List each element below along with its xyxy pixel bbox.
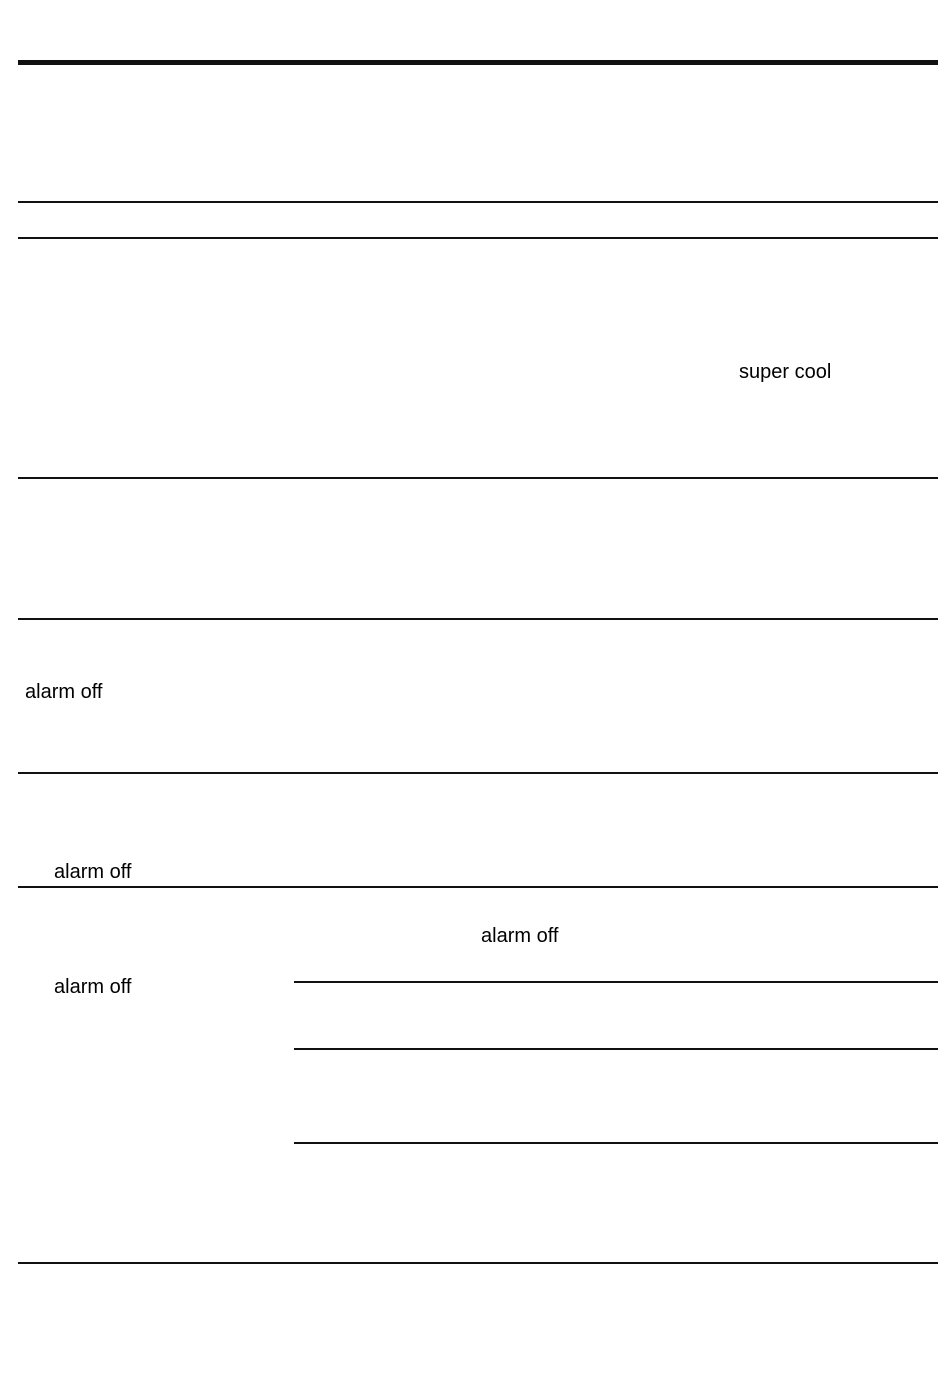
table-rule bbox=[18, 237, 938, 239]
alarm-off-label: alarm off bbox=[481, 925, 559, 947]
alarm-off-label: alarm off bbox=[54, 976, 132, 998]
table-rule bbox=[18, 1262, 938, 1264]
sub-table-rule bbox=[294, 981, 938, 983]
sub-table-rule bbox=[294, 1048, 938, 1050]
super-cool-label: super cool bbox=[739, 361, 832, 383]
sub-table-rule bbox=[294, 1142, 938, 1144]
header-rule bbox=[18, 60, 938, 65]
table-rule bbox=[18, 477, 938, 479]
table-rule bbox=[18, 618, 938, 620]
table-rule bbox=[18, 886, 938, 888]
table-rule bbox=[18, 201, 938, 203]
table-rule bbox=[18, 772, 938, 774]
alarm-off-label: alarm off bbox=[25, 681, 103, 703]
alarm-off-label: alarm off bbox=[54, 861, 132, 883]
